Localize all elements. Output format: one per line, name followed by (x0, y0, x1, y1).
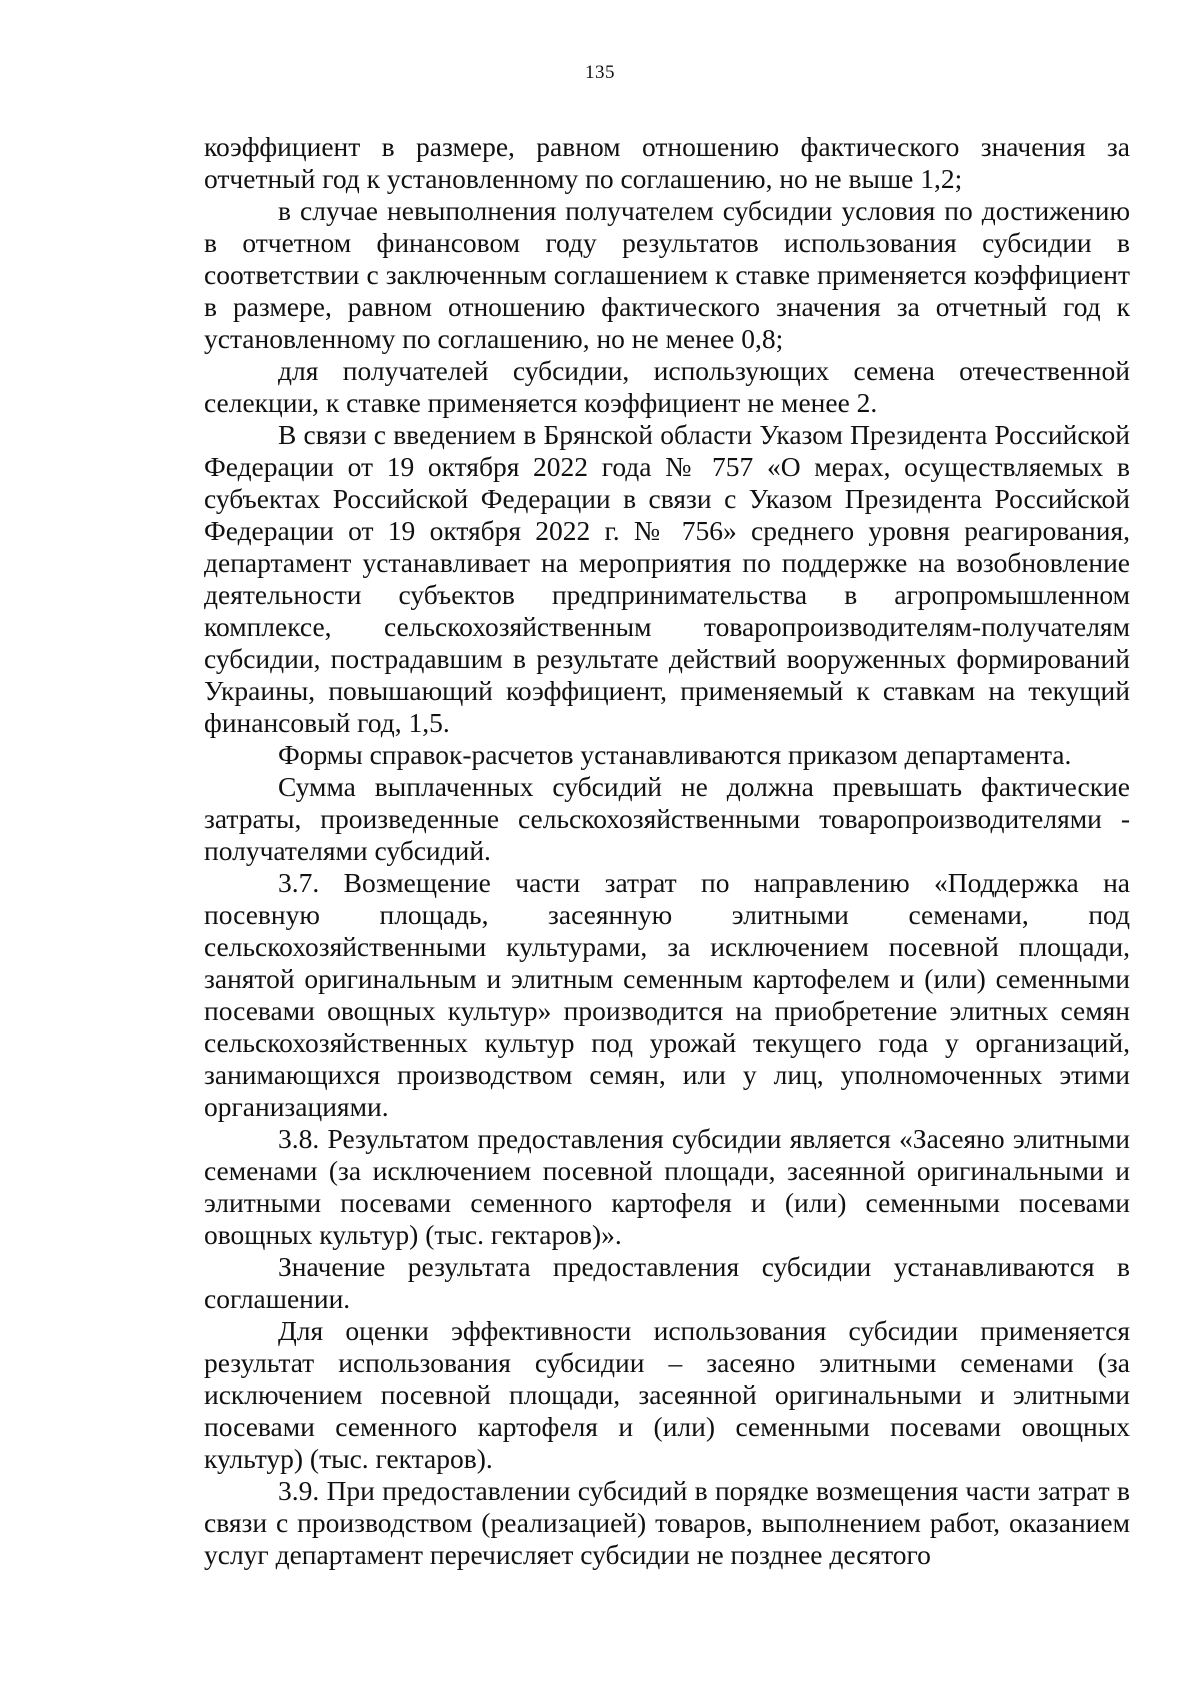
paragraph-forms: Формы справок-расчетов устанавливаются приказом департамента. (278, 739, 1072, 770)
paragraph-domestic-seeds: для получателей субсидии, использующих семена отечественной селекции, к ставке применяется коэффициент не менее 2. (204, 355, 1130, 418)
paragraph-result-value: Значение результата предоставления субсидии устанавливаются в соглашении. (204, 1251, 1130, 1314)
page-number: 135 (585, 62, 615, 83)
paragraph-subsidy-limit: Сумма выплаченных субсидий не должна превышать фактические затраты, произведенные сельскохозяйственными товаропроизводителями - получателями субсидий. (204, 771, 1130, 866)
paragraph-coefficient-cap: коэффициент в размере, равном отношению фактического значения за отчетный год к установленному по соглашению, но не выше 1,2; (204, 131, 1130, 194)
paragraph-presidential-decree: В связи с введением в Брянской области Указом Президента Российской Федерации от 19 октября 2022 года № 757 «О мерах, осуществляемых в субъектах Российской Федерации в связи с Указом Президента Российской Федерации от 19 октября 2022 г. № 756» среднего уровня реагирования, департамент устанавливает на мероприятия по поддержке на возобновление деятельности субъектов предпринимательства в агропромышленном комплексе, сельскохозяйственным товаропроизводителям-получателям субсидии, пострадавшим в результате действий вооруженных формирований Украины, повышающий коэффициент, применяемый к ставкам на текущий финансовый год, 1,5. (204, 419, 1130, 738)
document-body (204, 131, 1130, 1571)
paragraph-efficiency: Для оценки эффективности использования субсидии применяется результат использования субсидии – засеяно элитными семенами (за исключением посевной площади, засеянной оригинальными и элитными посевами семенного картофеля и (или) семенными посевами овощных культур) (тыс. гектаров). (204, 1315, 1130, 1474)
paragraph-nonfulfillment: в случае невыполнения получателем субсидии условия по достижению в отчетном финансовом году результатов использования субсидии в соответствии с заключенным соглашением к ставке применяется коэффициент в размере, равном отношению фактического значения за отчетный год к установленному по соглашению, но не менее 0,8; (204, 195, 1130, 354)
paragraph-section-3-7: 3.7. Возмещение части затрат по направлению «Поддержка на посевную площадь, засеянную элитными семенами, под сельскохозяйственными культурами, за исключением посевной площади, занятой оригинальным и элитным семенным картофелем и (или) семенными посевами овощных культур» производится на приобретение элитных семян сельскохозяйственных культур под урожай текущего года у организаций, занимающихся производством семян, или у лиц, уполномоченных этими организациями. (204, 867, 1130, 1122)
paragraph-section-3-8: 3.8. Результатом предоставления субсидии является «Засеяно элитными семенами (за исключением посевной площади, засеянной оригинальными и элитными посевами семенного картофеля и (или) семенными посевами овощных культур) (тыс. гектаров)». (204, 1123, 1130, 1250)
paragraph-section-3-9: 3.9. При предоставлении субсидий в порядке возмещения части затрат в связи с производством (реализацией) товаров, выполнением работ, оказанием услуг департамент перечисляет субсидии не позднее десятого (204, 1475, 1130, 1570)
